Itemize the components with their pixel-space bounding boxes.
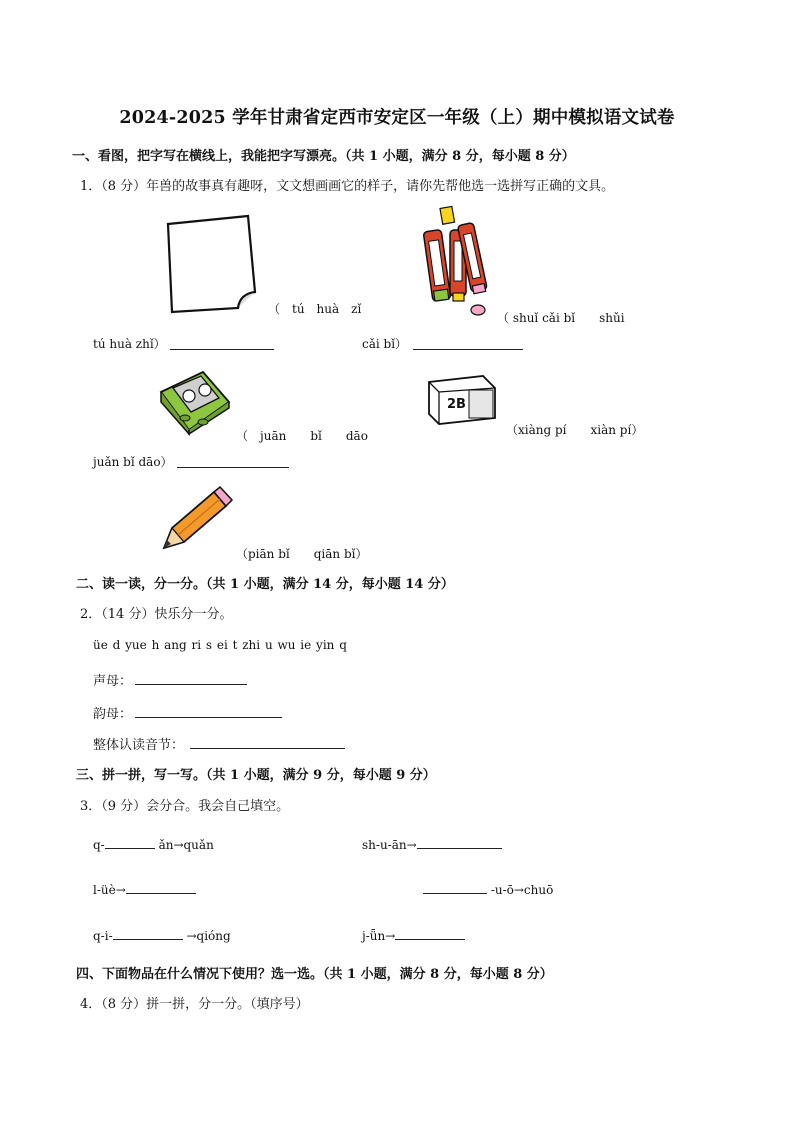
item-shuan [362, 836, 502, 852]
section-heading-4: 四、下面物品在什么情况下使用？选一选。（共 1 小题，满分 8 分，每小题 8 分） [76, 967, 553, 982]
zhengti-answer-blank[interactable] [190, 736, 345, 749]
question-1-stem: 1．（8 分）年兽的故事真有趣呀，文文想画画它的样子，请你先帮他选一选拼写正确的文具。 [80, 179, 615, 194]
shengmu-label: 声母： [93, 674, 133, 689]
page-title: 2024-2025 学年甘肃省定西市安定区一年级（上）期中模拟语文试卷 [119, 108, 675, 128]
item-q-an-suffix: ǎn→quǎn [154, 838, 214, 852]
paper-answer-blank[interactable] [170, 337, 274, 350]
item-jun-blank[interactable] [395, 927, 465, 940]
sharpener-pinyin-options: （ juān bǐ dāo [236, 429, 368, 443]
item-qiong-blank[interactable] [113, 927, 183, 940]
section-heading-2: 二、读一读，分一分。（共 1 小题，满分 14 分，每小题 14 分） [76, 577, 454, 592]
eraser-icon [425, 372, 500, 427]
pencil-pinyin-options: （piān bǐ qiān bǐ） [236, 547, 368, 561]
item-qiong-prefix: q-i- [93, 929, 113, 943]
item-q-an-blank[interactable] [105, 836, 155, 849]
item-qiong-suffix: →qióng [182, 929, 231, 943]
item-qiong [93, 927, 231, 943]
paper-pinyin-options: （ tú huà zǐ [268, 302, 362, 316]
pens-pinyin-options: （ shuǐ cǎi bǐ shǔi [497, 311, 625, 325]
pens-pinyin-tail: cǎi bǐ） [362, 337, 408, 351]
item-lue-blank[interactable] [126, 881, 196, 894]
pencil-sharpener-icon [155, 368, 235, 436]
question-3-stem: 3．（9 分）会分合。我会自己填空。 [80, 799, 290, 814]
item-chuo-suffix: -u-ō→chuō [487, 883, 554, 897]
yunmu-answer-blank[interactable] [135, 705, 282, 718]
item-q-an-prefix: q- [93, 838, 105, 852]
watercolor-pens-icon [420, 205, 495, 323]
paper-sheet-icon [160, 212, 265, 317]
paper-pinyin-tail: tú huà zhǐ） [93, 337, 166, 351]
section-heading-3: 三、拼一拼，写一写。（共 1 小题，满分 9 分，每小题 9 分） [76, 768, 436, 783]
item-lue-prefix: l-üè→ [93, 883, 126, 897]
eraser-pinyin-options: （xiàng pí xiàn pí） [506, 423, 644, 437]
zhengti-label: 整体认读音节： [93, 738, 185, 753]
pinyin-letters-list: üe d yue h ang ri s ei t zhi u wu ie yin q [93, 638, 347, 652]
question-2-stem: 2．（14 分）快乐分一分。 [80, 607, 233, 622]
yunmu-label: 韵母： [93, 707, 133, 722]
item-jun-prefix: j-ǖn→ [362, 929, 396, 943]
section-heading-1: 一、看图，把字写在横线上，我能把字写漂亮。（共 1 小题，满分 8 分，每小题 8 分） [72, 149, 575, 164]
sharpener-answer-blank[interactable] [177, 455, 289, 468]
item-chuo [423, 881, 553, 897]
question-4-stem: 4．（8 分）拼一拼，分一分。（填序号） [80, 997, 309, 1012]
item-shuan-prefix: sh-u-ān→ [362, 838, 417, 852]
item-q-an [93, 836, 214, 852]
pencil-icon [158, 484, 233, 554]
item-shuan-blank[interactable] [417, 836, 502, 849]
eraser-label: 2B [447, 397, 466, 412]
item-lue [93, 881, 196, 897]
sharpener-pinyin-tail: juǎn bǐ dāo） [93, 455, 173, 469]
pens-answer-blank[interactable] [413, 337, 523, 350]
item-jun [362, 927, 465, 943]
item-chuo-blank[interactable] [423, 881, 487, 894]
shengmu-answer-blank[interactable] [135, 672, 247, 685]
